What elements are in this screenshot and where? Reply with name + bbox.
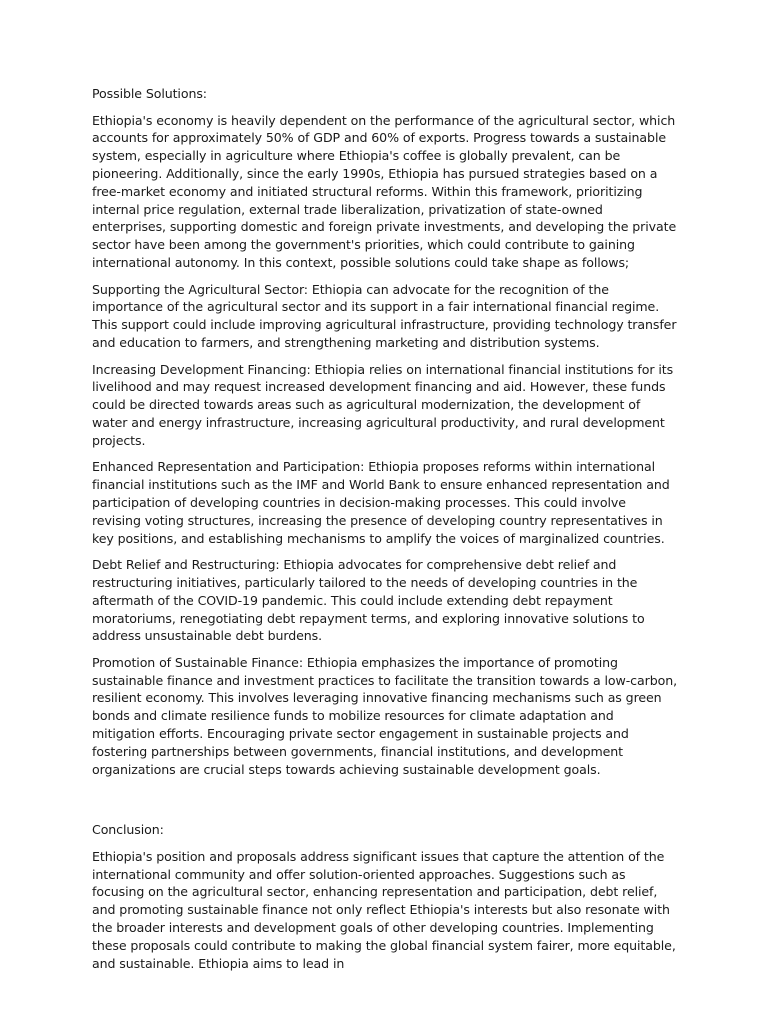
conclusion-paragraph: Ethiopia's position and proposals address significant issues that capture the attention of the international community and offer solution-oriented approaches. Suggestions such as focusing on the agricultural sector, enhancing representation and participation, debt relief, and promoting sustainable finance not only reflect Ethiopia's interests but also resonate with the broader interests and development goals of other developing countries. Implementing these proposals could contribute to making the global financial system fairer, more equitable, and sustainable. Ethiopia aims to lead in [92,848,676,971]
document-page [92,85,678,981]
intro-paragraph: Ethiopia's economy is heavily dependent on the performance of the agricultural sector, which accounts for approximately 50% of GDP and 60% of exports. Progress towards a sustainable system, especially in agriculture where Ethiopia's coffee is globally prevalent, can be pioneering. Additionally, since the early 1990s, Ethiopia has pursued strategies based on a free-market economy and initiated structural reforms. Within this framework, prioritizing internal price regulation, external trade liberalization, privatization of state-owned enterprises, supporting domestic and foreign private investments, and developing the private sector have been among the government's priorities, which could contribute to gaining international autonomy. In this context, possible solutions could take shape as follows; [92,112,677,270]
section-gap [92,787,678,821]
solution-development-financing: Increasing Development Financing: Ethiopia relies on international financial institutions for its livelihood and may request increased development financing and aid. However, these funds could be directed towards areas such as agricultural modernization, the development of water and energy infrastructure, increasing agricultural productivity, and rural development projects. [92,361,674,448]
solutions-heading: Possible Solutions: [92,86,207,101]
solution-sustainable-finance: Promotion of Sustainable Finance: Ethiopia emphasizes the importance of promoting sustainable finance and investment practices to facilitate the transition towards a low-carbon, resilient economy. This involves leveraging innovative financing mechanisms such as green bonds and climate resilience funds to mobilize resources for climate adaptation and mitigation efforts. Encouraging private sector engagement in sustainable projects and fostering partnerships between governments, financial institutions, and development organizations are crucial steps towards achieving sustainable development goals. [92,654,677,777]
solution-representation-participation: Enhanced Representation and Participation: Ethiopia proposes reforms within international financial institutions such as the IMF and World Bank to ensure enhanced representation and participation of developing countries in decision-making processes. This could involve revising voting structures, increasing the presence of developing country representatives in key positions, and establishing mechanisms to amplify the voices of marginalized countries. [92,459,670,546]
solution-debt-relief: Debt Relief and Restructuring: Ethiopia advocates for comprehensive debt relief and restructuring initiatives, particularly tailored to the needs of developing countries in the aftermath of the COVID-19 pandemic. This could include extending debt repayment moratoriums, renegotiating debt repayment terms, and exploring innovative solutions to address unsustainable debt burdens. [92,557,645,644]
solution-agricultural-sector: Supporting the Agricultural Sector: Ethiopia can advocate for the recognition of the importance of the agricultural sector and its support in a fair international financial regime. This support could include improving agricultural infrastructure, providing technology transfer and education to farmers, and strengthening marketing and distribution systems. [92,281,677,350]
conclusion-heading: Conclusion: [92,822,164,838]
